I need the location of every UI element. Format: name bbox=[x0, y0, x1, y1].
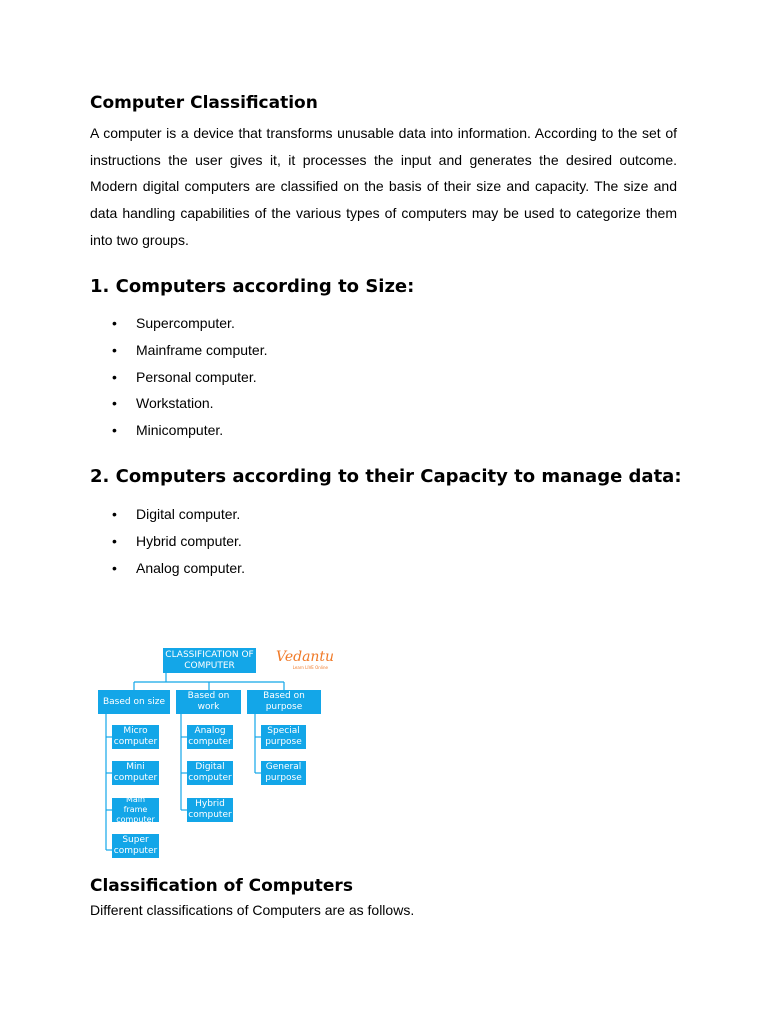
list-item: • Mainframe computer. bbox=[90, 337, 268, 364]
general-purpose-box: General purpose bbox=[261, 761, 306, 785]
diagram-root-box: CLASSIFICATION OF COMPUTER bbox=[163, 648, 256, 673]
list-item: • Hybrid computer. bbox=[90, 528, 245, 555]
work-category-box: Based on work bbox=[176, 690, 241, 714]
brand-name: Vedantu bbox=[276, 649, 335, 665]
micro-computer-box: Micro computer bbox=[113, 726, 158, 747]
capacity-section-heading: 2. Computers according to their Capacity to manage data: bbox=[90, 466, 682, 487]
intro-paragraph: A computer is a device that transforms unusable data into information. According to the set of instructions the user gives it, it processes the input and generates the desired outcome. Modern digital computers are classified on the basis of their size and capacity. The size and data handling capabilities of the various types of computers may be used to categorize them into two groups. bbox=[90, 125, 677, 248]
classification-text: Different classifications of Computers are as follows. bbox=[90, 902, 415, 918]
bullet-icon: • bbox=[112, 368, 117, 385]
brand-tagline: Learn LIVE Online bbox=[292, 665, 328, 670]
super-computer-box: Super computer bbox=[113, 835, 158, 856]
vedantu-logo bbox=[276, 649, 335, 673]
bullet-icon: • bbox=[112, 559, 117, 576]
list-item: • Digital computer. bbox=[90, 501, 245, 528]
mini-computer-box: Mini computer bbox=[113, 762, 158, 783]
analog-computer-box: Analog computer bbox=[188, 726, 232, 747]
purpose-category-box: Based on purpose bbox=[247, 690, 321, 714]
diagram-connectors bbox=[92, 640, 342, 865]
list-item: • Workstation. bbox=[90, 390, 268, 417]
bullet-icon: • bbox=[112, 532, 117, 549]
list-item: • Analog computer. bbox=[90, 555, 245, 582]
capacity-list bbox=[90, 501, 245, 581]
list-item: • Supercomputer. bbox=[90, 310, 268, 337]
list-item: • Minicomputer. bbox=[90, 417, 268, 444]
page-title: Computer Classification bbox=[90, 93, 318, 113]
special-purpose-box: Special purpose bbox=[261, 725, 306, 749]
bullet-icon: • bbox=[112, 395, 117, 412]
size-section-heading: 1. Computers according to Size: bbox=[90, 276, 415, 297]
bullet-icon: • bbox=[112, 315, 117, 331]
classification-heading: Classification of Computers bbox=[90, 876, 353, 896]
bullet-icon: • bbox=[112, 506, 117, 522]
size-category-box: Based on size bbox=[98, 690, 170, 714]
digital-computer-box: Digital computer bbox=[188, 762, 232, 783]
bullet-icon: • bbox=[112, 422, 117, 439]
mainframe-computer-box: Main frame computer bbox=[112, 798, 159, 822]
hybrid-computer-box: Hybrid computer bbox=[188, 799, 232, 820]
bullet-icon: • bbox=[112, 341, 117, 358]
classification-diagram bbox=[92, 640, 342, 865]
list-item: • Personal computer. bbox=[90, 364, 268, 391]
size-list bbox=[90, 310, 268, 444]
